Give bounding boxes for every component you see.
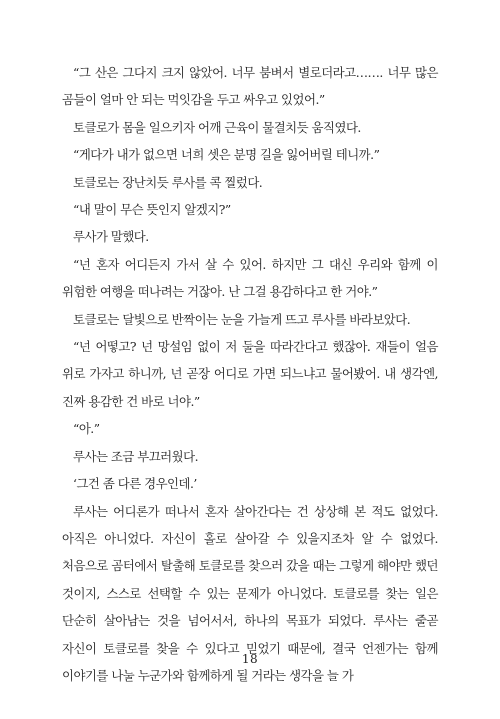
paragraph-1: “그 산은 그다지 크지 않았어. 너무 붐벼서 별로더라고……. 너무 많은 곰들이 얼마 안 되는 먹잇감을 두고 싸우고 있었어.”	[62, 65, 438, 108]
paragraph-4: 토클로는 장난치듯 루사를 콕 찔렀다.	[73, 174, 263, 190]
paragraph-7: “넌 혼자 어디든지 가서 살 수 있어. 하지만 그 대신 우리와 함께 이 위험한 여행을 떠나려는 거잖아. 난 그걸 용감하다고 한 거야.”	[62, 256, 438, 300]
paragraph-11: 루사는 조금 부끄러웠다.	[73, 448, 199, 464]
page-number: 18	[241, 652, 259, 666]
paragraph-10: “아.”	[73, 421, 100, 437]
paragraph-8: 토클로는 달빛으로 반짝이는 눈을 가늘게 뜨고 루사를 바라보았다.	[73, 311, 411, 327]
paragraph-2: 토클로가 몸을 일으키자 어깨 근육이 물결치듯 움직였다.	[73, 119, 361, 135]
paragraph-9: “넌 어떻고? 넌 망설임 없이 저 둘을 따라간다고 했잖아. 재들이 얼음 위로 가자고 하니까, 넌 곧장 어디로 가면 되느냐고 물어봤어. 내 생각엔, 진짜 용감한 건 바로 너야.”	[62, 339, 438, 409]
paragraph-12: ‘그건 좀 다른 경우인데.’	[73, 476, 197, 492]
paragraph-6: 루사가 말했다.	[73, 229, 149, 245]
paragraph-3: “게다가 내가 없으면 너희 셋은 분명 길을 잃어버릴 테니까.”	[73, 147, 380, 163]
body-text	[62, 59, 438, 689]
paragraph-5: “내 말이 무슨 뜻인지 알겠지?”	[73, 202, 231, 218]
paragraph-13: 루사는 어디론가 떠나서 혼자 살아간다는 건 상상해 본 적도 없었다. 아직은 아니었다. 자신이 홀로 살아갈 수 있을지조차 알 수 없었다. 처음으로 곰터에서 탈출해 토클로를 찾으러 갔을 때는 그렇게 해야만 했던 것이지, 스스로 선택할 수 있는 문제가 아니었다. 토클로를 찾는 일은 단순히 살아남는 것을 넘어서서, 하나의 목표가 되었다. 루사는 줄곧 자신이 토클로를 찾을 수 있다고 믿었기 때문에, 결국 언젠가는 함께 이야기를 나눌 누군가와 함께하게 될 거라는 생각을 늘 가	[62, 503, 438, 683]
